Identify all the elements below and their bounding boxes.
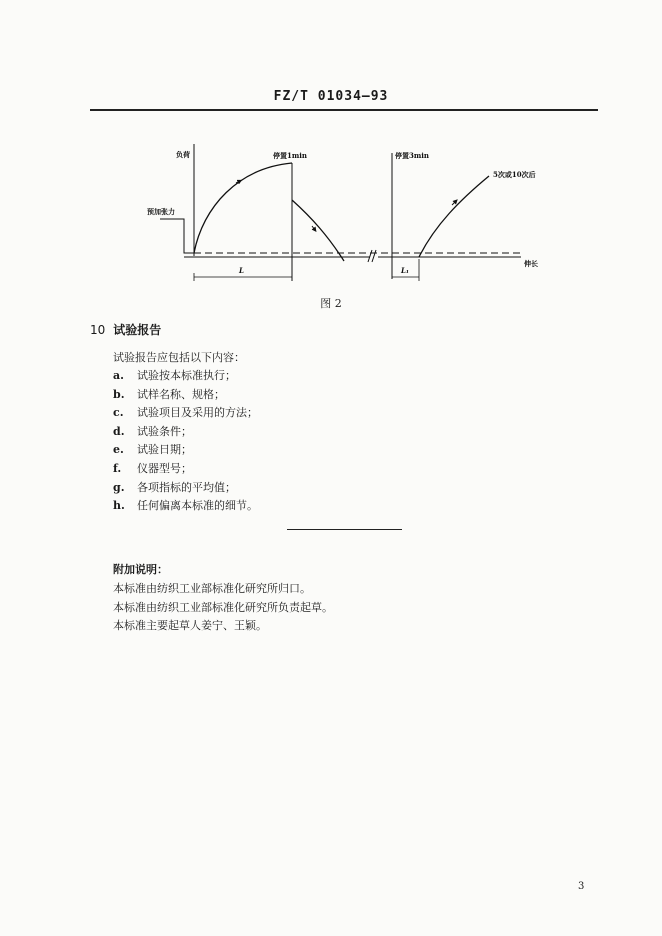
header-rule xyxy=(90,109,598,111)
load-elongation-figure xyxy=(0,130,662,290)
list-item xyxy=(113,499,258,518)
list-item xyxy=(113,443,258,462)
pretension-step xyxy=(160,219,194,253)
list-item xyxy=(113,406,258,425)
notes-title: 附加说明： xyxy=(113,563,168,576)
reloading-curve xyxy=(419,176,489,257)
pretension-label: 预加张力 xyxy=(147,207,175,216)
section-divider xyxy=(287,529,402,530)
item-marker: d. xyxy=(113,424,125,438)
cycles-label: 5次或10次后 xyxy=(493,170,536,179)
item-text: 试验日期； xyxy=(137,443,192,457)
loading-curve xyxy=(194,163,292,253)
item-text: 仪器型号； xyxy=(137,461,192,475)
section-heading xyxy=(90,321,161,338)
item-text: 任何偏离本标准的细节。 xyxy=(137,499,258,513)
item-marker: g. xyxy=(113,480,125,494)
recovery-curve xyxy=(292,200,344,261)
L-label: L xyxy=(239,266,244,275)
standard-code: FZ/T 01034—93 xyxy=(273,89,389,104)
axis-break-mark xyxy=(368,250,372,262)
note-line: 本标准由纺织工业部标准化研究所负责起草。 xyxy=(113,601,333,614)
item-marker: a. xyxy=(113,369,124,382)
item-text: 试验按本标准执行； xyxy=(137,369,236,382)
list-item xyxy=(113,369,258,388)
item-marker: h. xyxy=(113,499,125,513)
axis-break-mark xyxy=(372,250,376,262)
page-number: 3 xyxy=(578,881,585,892)
item-text: 试验条件； xyxy=(137,424,192,438)
note-line: 本标准由纺织工业部标准化研究所归口。 xyxy=(113,582,311,595)
item-text: 各项指标的平均值； xyxy=(137,480,236,494)
L1-label: L₁ xyxy=(401,266,409,275)
list-item xyxy=(113,481,258,500)
figure-caption: 图 2 xyxy=(320,297,342,310)
elongation-label: 伸长 xyxy=(524,259,538,268)
list-item xyxy=(113,462,258,481)
rest-3min-label: 停置3min xyxy=(395,151,430,160)
rest-1min-label: 停置1min xyxy=(273,151,308,160)
load-label: 负荷 xyxy=(176,150,190,159)
section-number: 10 xyxy=(90,323,106,337)
list-item xyxy=(113,425,258,444)
list-item xyxy=(113,388,258,407)
item-text: 试样名称、规格； xyxy=(137,387,225,401)
item-text: 试验项目及采用的方法； xyxy=(137,406,258,420)
item-marker: f. xyxy=(113,461,122,475)
report-items-list xyxy=(113,369,258,518)
section-title: 试验报告 xyxy=(113,323,162,337)
item-marker: b. xyxy=(113,387,125,401)
item-marker: e. xyxy=(113,443,124,457)
item-marker: c. xyxy=(113,406,124,420)
note-line: 本标准主要起草人姜宁、王颖。 xyxy=(113,619,267,632)
section-intro: 试验报告应包括以下内容： xyxy=(113,351,245,364)
